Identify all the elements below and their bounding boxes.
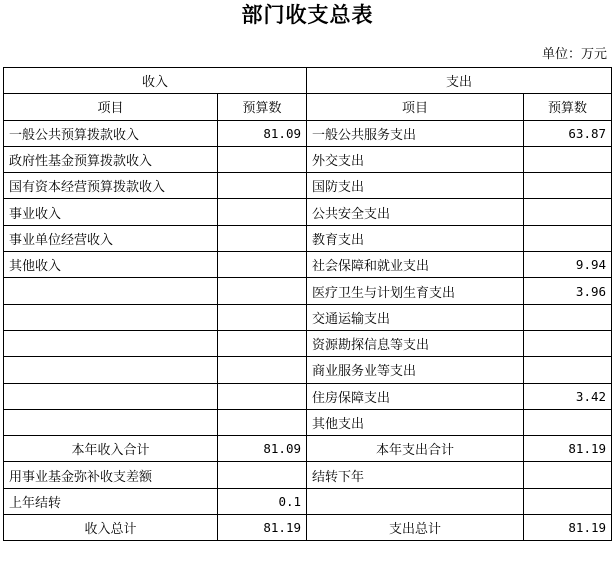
subtotal-expense-label: 本年支出合计 [307,436,524,462]
column-header-row [4,94,612,120]
income-item [4,383,218,409]
income-item: 一般公共预算拨款收入 [4,120,218,146]
prev-year-row [4,488,612,514]
income-item: 国有资本经营预算拨款收入 [4,173,218,199]
total-row [4,515,612,541]
expense-item-header: 项目 [307,94,524,120]
fund-row [4,462,612,488]
table-row [4,252,612,278]
income-value: 81.09 [218,120,307,146]
fund-label: 用事业基金弥补收支差额 [4,462,218,488]
group-header-row [4,68,612,94]
expense-value [524,225,612,251]
expense-item: 商业服务业等支出 [307,357,524,383]
income-value [218,330,307,356]
expense-value [524,330,612,356]
income-item: 事业收入 [4,199,218,225]
expense-value [524,304,612,330]
table-body [4,120,612,541]
expense-item: 一般公共服务支出 [307,120,524,146]
prev-year-label: 上年结转 [4,488,218,514]
table-row [4,199,612,225]
expense-item: 交通运输支出 [307,304,524,330]
expense-value: 3.96 [524,278,612,304]
total-income-value: 81.19 [218,515,307,541]
table-row [4,225,612,251]
expense-value: 63.87 [524,120,612,146]
income-budget-header: 预算数 [218,94,307,120]
table-row [4,409,612,435]
prev-year-value: 0.1 [218,488,307,514]
income-value [218,304,307,330]
page-title: 部门收支总表 [241,2,374,27]
table-row [4,120,612,146]
expense-item: 外交支出 [307,146,524,172]
table-row [4,173,612,199]
income-value [218,225,307,251]
expense-item: 教育支出 [307,225,524,251]
subtotal-income-label: 本年收入合计 [4,436,218,462]
income-item [4,330,218,356]
income-value [218,409,307,435]
carry-forward-value [524,462,612,488]
total-income-label: 收入总计 [4,515,218,541]
table-row [4,146,612,172]
expense-value [524,199,612,225]
table-row [4,357,612,383]
income-value [218,199,307,225]
expense-group-header: 支出 [307,68,612,94]
budget-table [3,67,612,541]
subtotal-row [4,436,612,462]
expense-value [524,409,612,435]
income-item: 事业单位经营收入 [4,225,218,251]
expense-value: 3.42 [524,383,612,409]
unit-label: 单位：万元 [541,47,607,62]
expense-item: 住房保障支出 [307,383,524,409]
expense-item: 医疗卫生与计划生育支出 [307,278,524,304]
income-value [218,146,307,172]
income-value [218,278,307,304]
income-item: 其他收入 [4,252,218,278]
income-value [218,357,307,383]
carry-forward-label: 结转下年 [307,462,524,488]
income-value [218,383,307,409]
expense-item: 其他支出 [307,409,524,435]
expense-item: 国防支出 [307,173,524,199]
table-row [4,304,612,330]
table-row [4,383,612,409]
income-item [4,304,218,330]
income-item: 政府性基金预算拨款收入 [4,146,218,172]
subtotal-income-value: 81.09 [218,436,307,462]
income-group-header: 收入 [4,68,307,94]
income-item-header: 项目 [4,94,218,120]
income-item [4,278,218,304]
expense-value [524,173,612,199]
fund-value [218,462,307,488]
expense-value [524,357,612,383]
income-value [218,173,307,199]
total-expense-value: 81.19 [524,515,612,541]
expense-item: 资源勘探信息等支出 [307,330,524,356]
empty-cell [524,488,612,514]
expense-item: 公共安全支出 [307,199,524,225]
table-row [4,278,612,304]
income-item [4,357,218,383]
income-item [4,409,218,435]
expense-budget-header: 预算数 [524,94,612,120]
subtotal-expense-value: 81.19 [524,436,612,462]
empty-cell [307,488,524,514]
expense-item: 社会保障和就业支出 [307,252,524,278]
expense-value: 9.94 [524,252,612,278]
table-row [4,330,612,356]
income-value [218,252,307,278]
total-expense-label: 支出总计 [307,515,524,541]
expense-value [524,146,612,172]
